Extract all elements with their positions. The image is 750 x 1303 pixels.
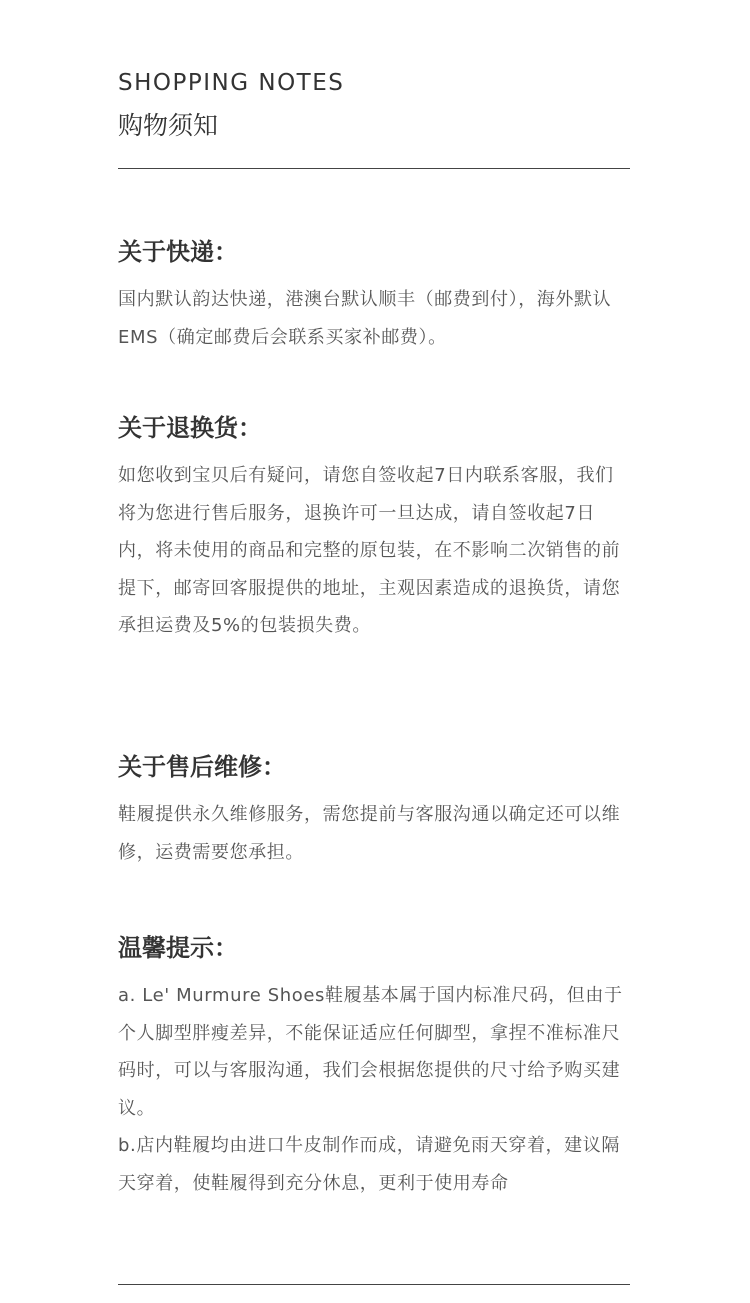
section-returns [118, 413, 630, 645]
section-paragraph: b.店内鞋履均由进口牛皮制作而成，请避免雨天穿着，建议隔天穿着，使鞋履得到充分休息，更利于使用寿命 [118, 1135, 620, 1194]
section-tips [118, 933, 630, 1202]
section-paragraph: 如您收到宝贝后有疑问，请您自签收起7日内联系客服，我们将为您进行售后服务，退换许可一旦达成，请自签收起7日内，将未使用的商品和完整的原包装，在不影响二次销售的前提下，邮寄回客服提供的地址，主观因素造成的退换货，请您承担运费及5%的包装损失费。 [118, 465, 621, 636]
section-body [118, 457, 630, 645]
section-paragraph: a. Le' Murmure Shoes鞋履基本属于国内标准尺码，但由于个人脚型胖瘦差异，不能保证适应任何脚型，拿捏不准标准尺码时，可以与客服沟通，我们会根据您提供的尺寸给予购买建议。 [118, 985, 623, 1119]
section-title: 关于售后维修： [118, 753, 286, 781]
section-title: 温馨提示： [118, 934, 238, 962]
section-shipping [118, 237, 630, 356]
page-title-en: SHOPPING NOTES [118, 70, 345, 96]
section-title: 关于退换货： [118, 414, 262, 442]
page-title-cn: 购物须知 [118, 111, 219, 140]
section-repair [118, 752, 630, 871]
bottom-divider [118, 1284, 630, 1285]
section-title: 关于快递： [118, 238, 238, 266]
top-divider [118, 168, 630, 169]
section-paragraph: 鞋履提供永久维修服务，需您提前与客服沟通以确定还可以维修，运费需要您承担。 [118, 804, 621, 863]
section-body [118, 281, 630, 356]
section-paragraph: 国内默认韵达快递，港澳台默认顺丰（邮费到付），海外默认EMS（确定邮费后会联系买家补邮费）。 [118, 289, 612, 348]
section-body [118, 796, 630, 871]
section-body [118, 977, 630, 1202]
